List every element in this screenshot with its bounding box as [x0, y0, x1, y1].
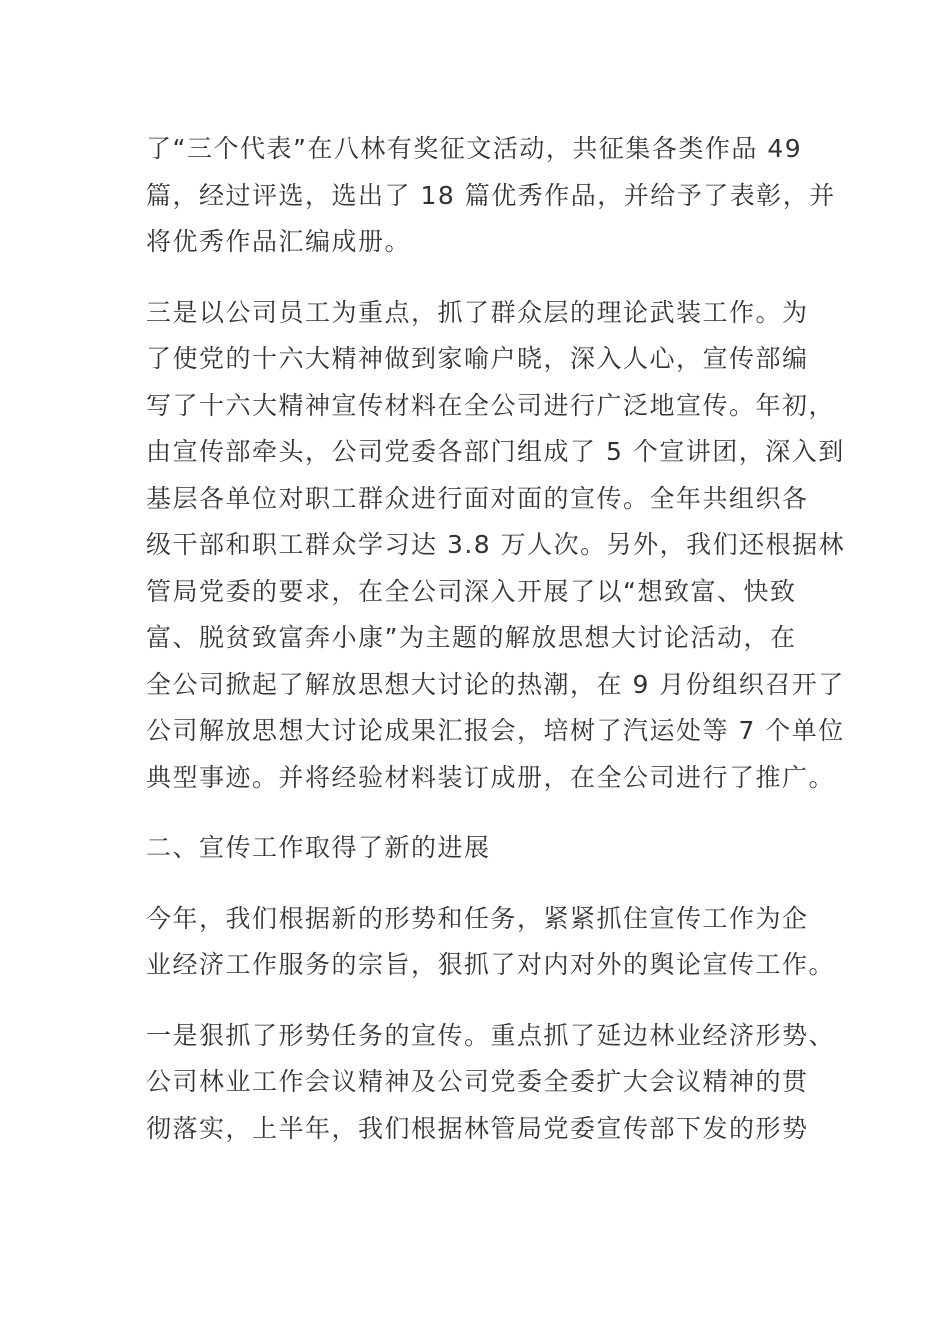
heading-line: 二、宣传工作取得了新的进展: [146, 833, 491, 862]
text-line: 级干部和职工群众学习达 3.8 万人次。另外，我们还根据林: [146, 530, 846, 559]
text-line: 管局党委的要求，在全公司深入开展了以“想致富、快致: [146, 576, 797, 606]
document-body: [146, 126, 846, 1176]
text-line: 篇，经过评选，选出了 18 篇优秀作品，并给予了表彰，并: [146, 180, 836, 210]
text-line: 全公司掀起了解放思想大讨论的热潮，在 9 月份组织召开了: [146, 669, 845, 699]
text-line: 业经济工作服务的宗旨，狠抓了对内对外的舆论宣传工作。: [146, 950, 836, 979]
text-line: 三是以公司员工为重点，抓了群众层的理论武装工作。为: [146, 297, 809, 327]
text-line: 富、脱贫致富奔小康”为主题的解放思想大讨论活动，在: [146, 623, 797, 652]
text-line: 了使党的十六大精神做到家喻户晓，深入人心，宣传部编: [146, 344, 809, 373]
text-line: 基层各单位对职工群众进行面对面的宣传。全年共组织各: [146, 483, 809, 513]
paragraph-essay-contest: [146, 126, 836, 266]
text-line: 将优秀作品汇编成册。: [146, 227, 412, 256]
text-line: 写了十六大精神宣传材料在全公司进行广泛地宣传。年初，: [146, 390, 836, 420]
section-heading: [146, 825, 808, 872]
text-line: 彻落实，上半年，我们根据林管局党委宣传部下发的形势: [146, 1113, 809, 1143]
text-line: 了“三个代表”在八林有奖征文活动，共征集各类作品 49: [146, 134, 803, 163]
text-line: 由宣传部牵头，公司党委各部门组成了 5 个宣讲团，深入到: [146, 437, 845, 466]
paragraph-situation-tasks: [146, 1013, 836, 1153]
paragraph-publicity-intro: [146, 896, 836, 989]
paragraph-staff-theory: [146, 290, 846, 802]
text-line: 典型事迹。并将经验材料装订成册，在全公司进行了推广。: [146, 762, 836, 792]
text-line: 一是狠抓了形势任务的宣传。重点抓了延边林业经济形势、: [146, 1020, 836, 1050]
text-line: 公司林业工作会议精神及公司党委全委扩大会议精神的贯: [146, 1067, 809, 1096]
text-line: 公司解放思想大讨论成果汇报会，培树了汽运处等 7 个单位: [146, 716, 845, 745]
text-line: 今年，我们根据新的形势和任务，紧紧抓住宣传工作为企: [146, 903, 809, 933]
